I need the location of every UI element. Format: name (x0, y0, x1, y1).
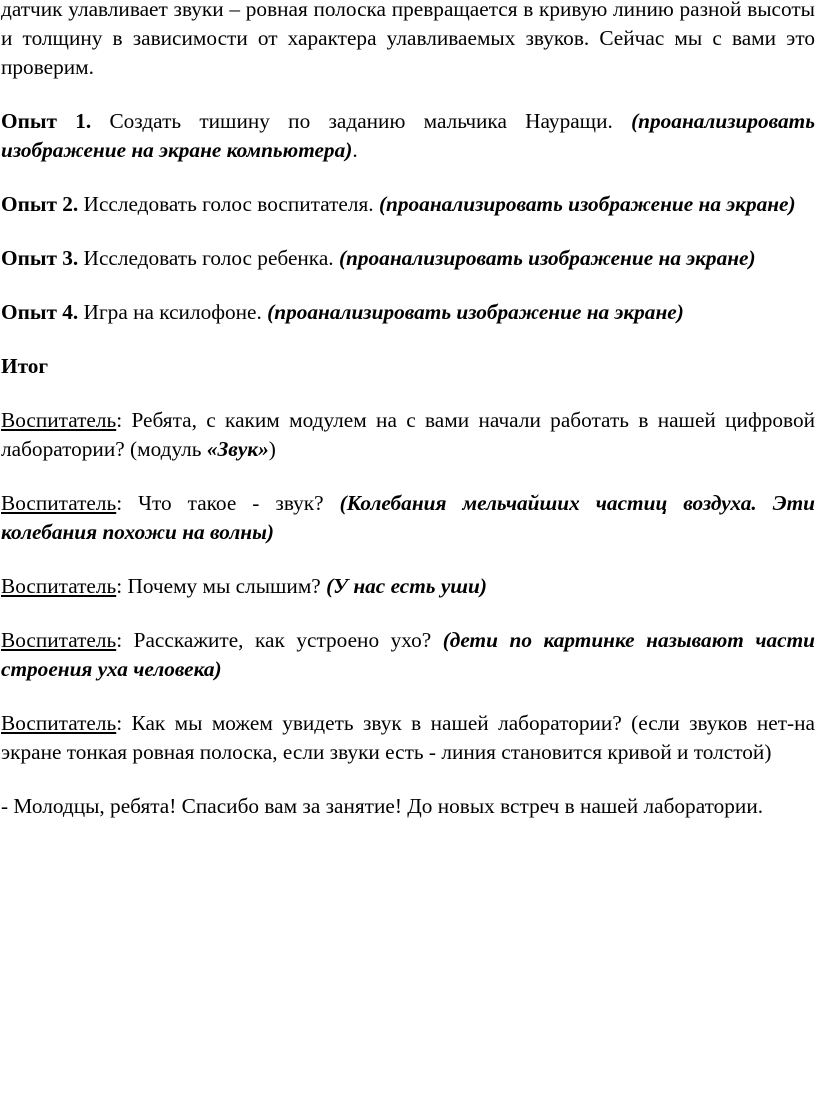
dialogue-3-text: : Почему мы слышим? (116, 574, 327, 598)
speaker-label: Воспитатель (1, 491, 117, 515)
experiment-4 (1, 298, 815, 327)
experiment-4-note: (проанализировать изображение на экране) (267, 300, 684, 324)
intro-paragraph: датчик улавливает звуки – ровная полоска превращается в кривую линию разной высоты и толщину в зависимости от характера улавливаемых звуков. Сейчас мы с вами это проверим. (1, 0, 815, 79)
dialogue-5 (1, 709, 815, 767)
experiment-2 (1, 190, 815, 219)
dialogue-2 (1, 489, 815, 547)
speaker-label: Воспитатель (1, 408, 117, 432)
dialogue-2-text: : Что такое - звук? (116, 491, 340, 515)
experiment-4-label: Опыт 4. (1, 300, 79, 324)
experiment-2-note: (проанализировать изображение на экране) (378, 192, 796, 216)
experiment-4-text: Игра на ксилофоне. (78, 300, 268, 324)
experiment-1-note: (проанализировать изображение на экране компьютера) (1, 109, 815, 162)
dialogue-1-end: ) (268, 437, 276, 461)
experiment-3-label: Опыт 3. (1, 246, 79, 270)
dialogue-1 (1, 406, 815, 464)
experiment-3-note: (проанализировать изображение на экране) (338, 246, 756, 270)
experiment-3-text: Исследовать голос ребенка. (78, 246, 339, 270)
dialogue-3-answer: (У нас есть уши) (326, 574, 487, 598)
summary-heading: Итог (1, 354, 49, 378)
speaker-label: Воспитатель (1, 628, 117, 652)
closing-paragraph: - Молодцы, ребята! Спасибо вам за занятие! До новых встреч в нашей лаборатории. (1, 794, 764, 818)
dialogue-1-text: : Ребята, с каким модулем на с вами начали работать в нашей цифровой лаборатории? (модуль (1, 408, 815, 461)
experiment-3 (1, 244, 815, 273)
dialogue-2-answer: (Колебания мельчайших частиц воздуха. Эти колебания похожи на волны) (1, 491, 816, 544)
experiment-1-text: Создать тишину по заданию мальчика Науращи. (91, 109, 632, 133)
dialogue-4-text: : Расскажите, как устроено ухо? (116, 628, 443, 652)
experiment-1 (1, 107, 815, 165)
experiment-1-tail: . (352, 138, 358, 162)
dialogue-5-text: : Как мы можем увидеть звук в нашей лаборатории? (если звуков нет-на экране тонкая ровная полоска, если звуки есть - линия становится кривой и толстой) (1, 711, 815, 764)
experiment-2-label: Опыт 2. (1, 192, 79, 216)
speaker-label: Воспитатель (1, 711, 117, 735)
dialogue-3 (1, 572, 815, 601)
dialogue-1-module: «Звук» (206, 437, 269, 461)
experiment-1-label: Опыт 1. (1, 109, 92, 133)
experiment-2-text: Исследовать голос воспитателя. (78, 192, 379, 216)
dialogue-4-answer: (дети по картинке называют части строения уха человека) (1, 628, 816, 681)
dialogue-4 (1, 626, 815, 684)
speaker-label: Воспитатель (1, 574, 117, 598)
